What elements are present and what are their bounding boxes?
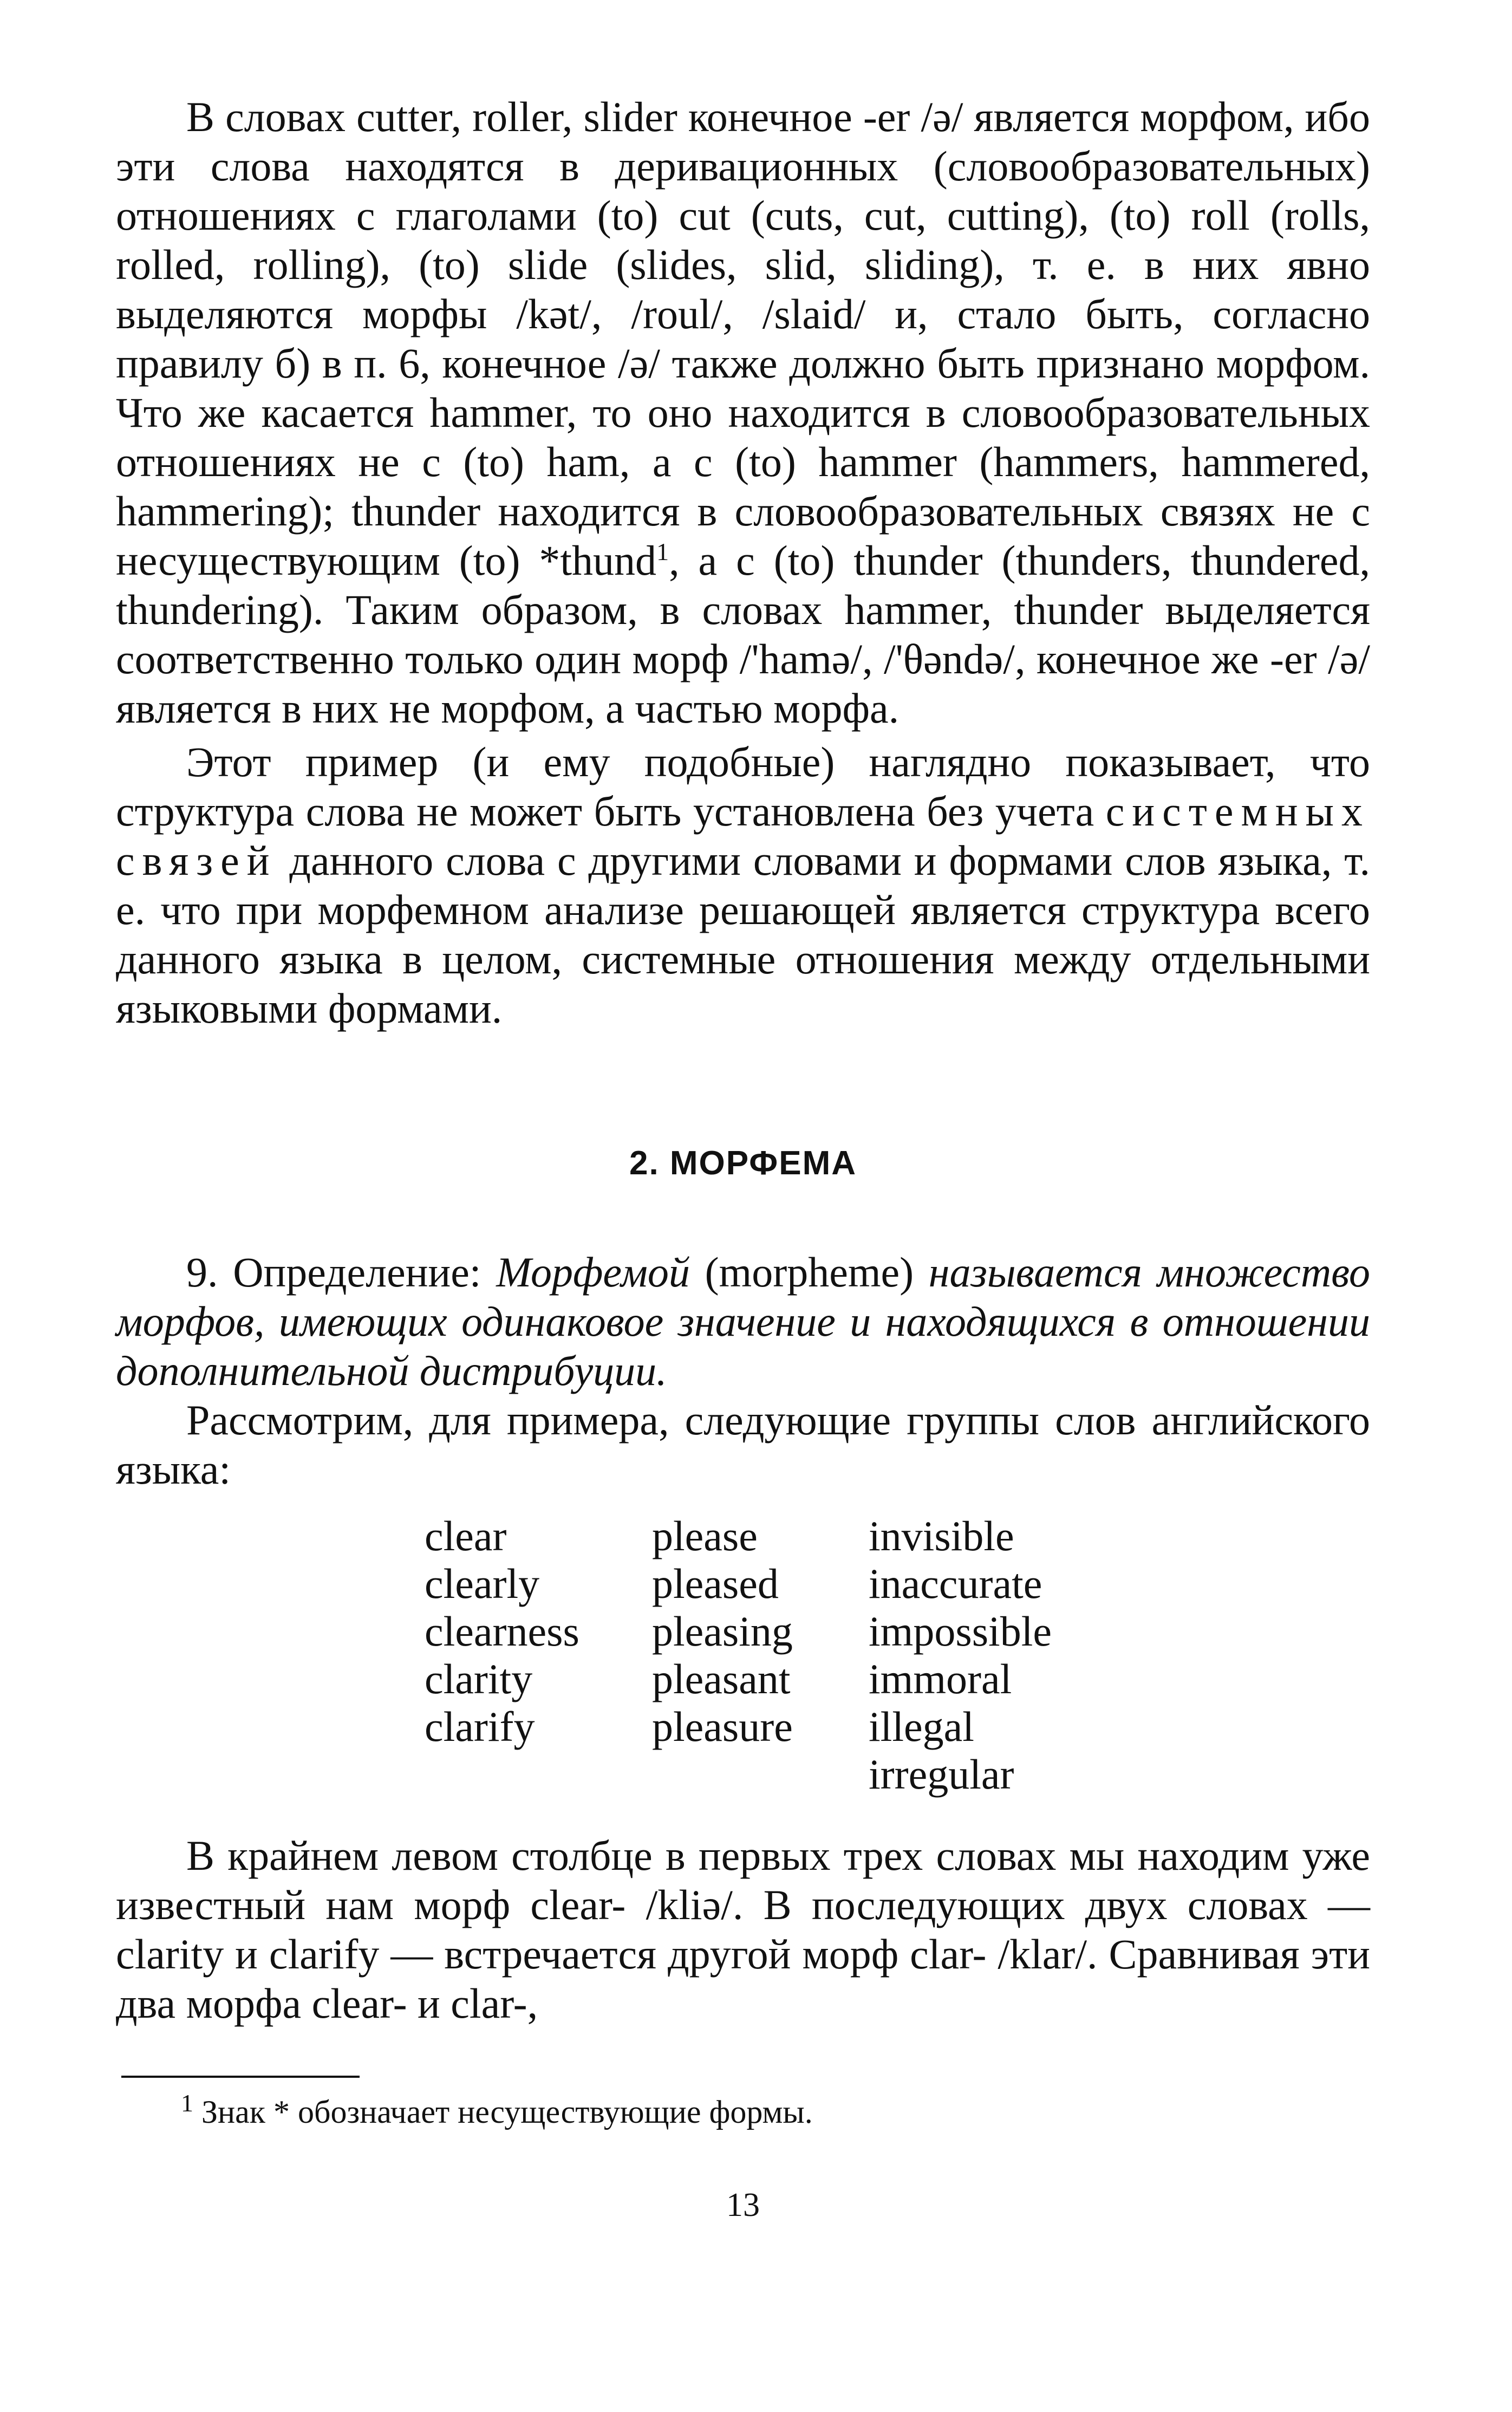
footnote-divider	[121, 2076, 360, 2078]
word-cell: pleasing	[652, 1608, 793, 1655]
word-cell: clarify	[425, 1703, 535, 1750]
word-cell: clear	[425, 1512, 507, 1559]
word-cell: invisible	[869, 1512, 1014, 1559]
page-number: 13	[726, 2187, 760, 2224]
definition-term: Морфемой	[496, 1249, 690, 1296]
word-cell: please	[652, 1512, 758, 1559]
word-cell: pleased	[652, 1560, 779, 1607]
word-cell: impossible	[869, 1608, 1052, 1655]
footnote	[181, 2089, 1370, 2132]
word-cell: immoral	[869, 1655, 1012, 1702]
spaced-emphasis: системных связей	[116, 788, 1370, 884]
definition-paragraph	[116, 1247, 1370, 1395]
paragraph-system-relations	[116, 737, 1370, 1033]
word-cell: clearness	[425, 1608, 579, 1655]
paragraph-text-a: Этот пример (и ему подобные) наглядно показывает, что структура слова не может быть установлена без учета	[116, 738, 1370, 835]
word-cell: illegal	[869, 1703, 974, 1750]
paragraph-text-b: , а с (to) thunder (thunders, thundered, thundering). Таким образом, в словах hammer, thunder выделяется соответственно только один морф /'hamə/, /'θəndə/, конечное же -er /ə/ является в них не морфом, а частью морфа.	[116, 537, 1370, 732]
section-heading: 2. МОРФЕМА	[629, 1145, 857, 1182]
paragraph-cutter-roller	[116, 92, 1370, 733]
word-column-please	[652, 1512, 869, 1798]
word-table	[425, 1512, 1370, 1798]
word-column-negative-prefix	[869, 1512, 1150, 1798]
word-cell: clarity	[425, 1655, 533, 1702]
definition-body: называется множество морфов, имеющих одинаковое значение и находящихся в отношении дополнительной дистрибуции.	[116, 1249, 1370, 1394]
definition-lead: 9. Определение:	[186, 1249, 497, 1296]
word-cell: inaccurate	[869, 1560, 1042, 1607]
definition-term-english: (morpheme)	[689, 1249, 929, 1296]
word-cell: pleasant	[652, 1655, 791, 1702]
footnote-reference: 1	[656, 538, 669, 565]
footnote-text: Знак * обозначает несуществующие формы.	[193, 2094, 813, 2130]
word-column-clear	[425, 1512, 652, 1798]
paragraph-leftmost-column: В крайнем левом столбце в первых трех словах мы находим уже известный нам морф clear- /kliə/. В последующих двух словах — clarity и clarify — встречается другой морф clar- /klar/. Сравнивая эти два морфа clear- и clar-,	[116, 1832, 1370, 2027]
paragraph-consider-example: Рассмотрим, для примера, следующие группы слов английского языка:	[116, 1396, 1370, 1493]
word-cell: irregular	[869, 1751, 1014, 1798]
paragraph-text-a: В словах cutter, roller, slider конечное -er /ə/ является морфом, ибо эти слова находятся в деривационных (словообразовательных) отношениях с глаголами (to) cut (cuts, cut, cutting), (to) roll (rolls, rolled, rolling), (to) slide (slides, slid, sliding), т. е. в них явно выделяются морфы /kət/, /roul/, /slaid/ и, стало быть, согласно правилу б) в п. 6, конечное /ə/ также должно быть признано морфом. Что же касается hammer, то оно находится в словообразовательных отношениях не с (to) ham, а с (to) hammer (hammers, hammered, hammering); thunder находится в словообразовательных связях не с несуществующим (to) *thund	[116, 93, 1370, 584]
book-page	[116, 92, 1370, 2367]
footnote-mark: 1	[181, 2089, 193, 2117]
paragraph-text-b: данного слова с другими словами и формами слов языка, т. е. что при морфемном анализе решающей является структура всего данного языка в целом, системные отношения между отдельными языковыми формами.	[116, 837, 1370, 1032]
word-cell: clearly	[425, 1560, 540, 1607]
word-cell: pleasure	[652, 1703, 793, 1750]
